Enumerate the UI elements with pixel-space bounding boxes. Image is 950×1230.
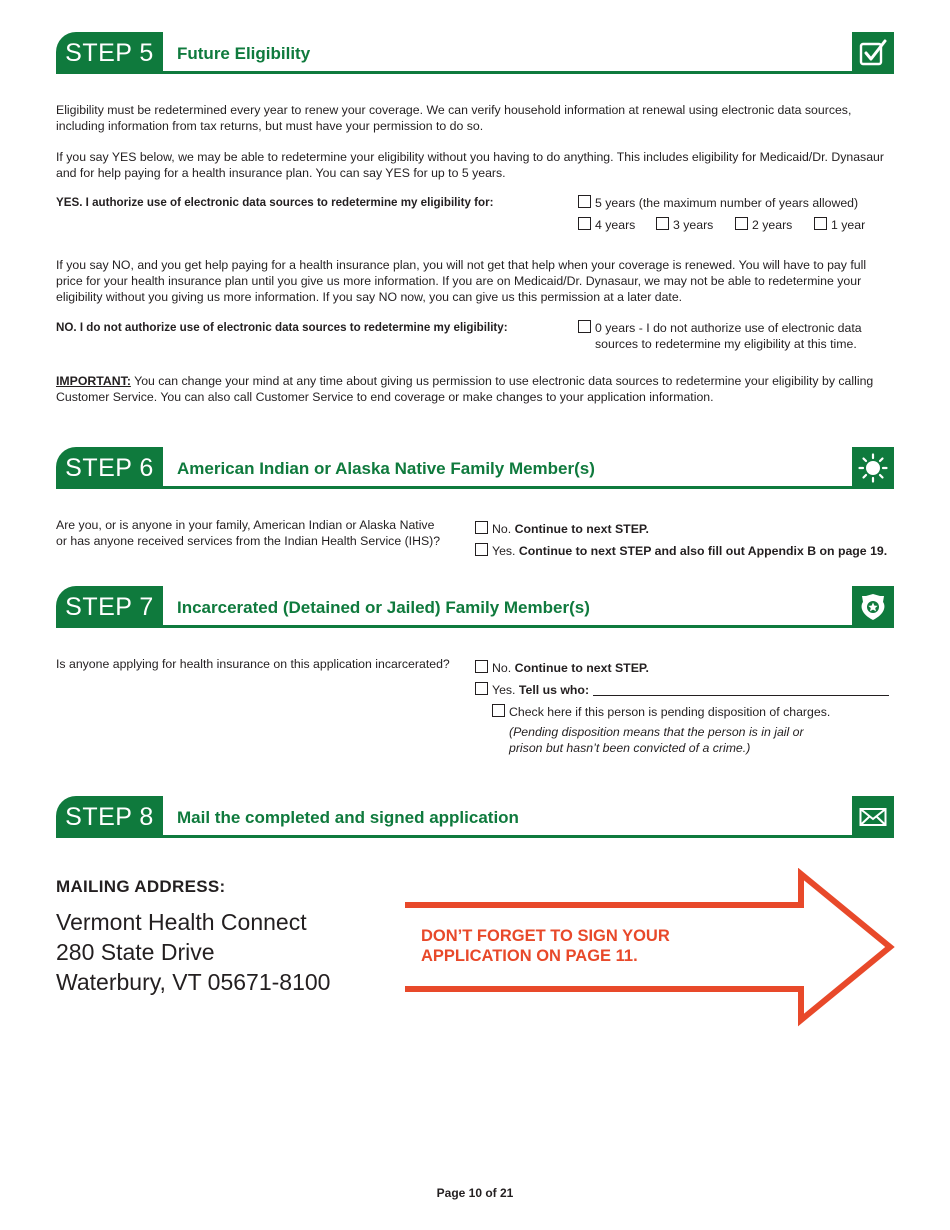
step5-paragraph-2: If you say YES below, we may be able to redetermine your eligibility without you having to do anything. This includes eligibility for Medicaid/Dr. Dynasaur and for help paying for a health insurance plan. You can say YES for up to 5 years. [56,150,884,180]
step6-tab: STEP 6 [56,447,163,489]
step8-title: Mail the completed and signed application [177,808,519,827]
pending-disposition-note: (Pending disposition means that the person is in jail or prison but hasn’t been convicted of a crime.) [509,725,804,755]
checkbox[interactable] [814,217,827,230]
step8-header [56,796,894,838]
step6-header [56,447,894,489]
option-0-years-line2: sources to redetermine my eligibility at this time. [595,337,857,351]
checkbox[interactable] [475,660,488,673]
mailing-address-heading: MAILING ADDRESS: [56,877,226,896]
step5-paragraph-1: Eligibility must be redetermined every year to renew your coverage. We can verify household information at renewal using electronic data sources, including information from tax returns, but must have your permission to do so. [56,103,852,133]
page-number: Page 10 of 21 [436,1186,514,1200]
sign-reminder: DON’T FORGET TO SIGN YOUR APPLICATION ON PAGE 11. [421,927,670,965]
step6-title: American Indian or Alaska Native Family Member(s) [177,459,595,478]
option-2-years[interactable]: 2 years [735,217,792,233]
step7-tab: STEP 7 [56,586,163,628]
pending-disposition-option[interactable]: Check here if this person is pending disposition of charges. [492,704,830,720]
option-5-years[interactable]: 5 years (the maximum number of years allowed) [578,195,858,211]
address-line-3: Waterbury, VT 05671-8100 [56,969,331,995]
step5-header [56,32,894,74]
checkbox[interactable] [578,320,591,333]
address-line-2: 280 State Drive [56,939,215,965]
step6-yes-option[interactable]: Yes. Continue to next STEP and also fill out Appendix B on page 19. [475,543,887,559]
envelope-icon [852,796,894,838]
step7-title: Incarcerated (Detained or Jailed) Family Member(s) [177,598,590,617]
option-1-year[interactable]: 1 year [814,217,865,233]
step6-question: Are you, or is anyone in your family, American Indian or Alaska Native or has anyone received services from the Indian Health Service (IHS)? [56,518,441,548]
option-4-years[interactable]: 4 years [578,217,635,233]
checkbox[interactable] [735,217,748,230]
step6-rule [163,486,894,489]
step7-header [56,586,894,628]
important-note [56,373,894,405]
checkbox[interactable] [475,521,488,534]
no-authorize-label: NO. I do not authorize use of electronic data sources to redetermine my eligibility: [56,321,508,334]
checkbox[interactable] [578,195,591,208]
step8-rule [163,835,894,838]
step5-paragraph-3: If you say NO, and you get help paying for a health insurance plan, you will not get that help when your coverage is renewed. You will have to pay full price for your health insurance plan until you give us more information. If you are on Medicaid/Dr. Dynasaur, we may not be able to redetermine your eligibility without you giving us more information. If you say NO now, you can give us this permission at a later date. [56,258,867,304]
important-label: IMPORTANT: [56,374,131,388]
option-3-years[interactable]: 3 years [656,217,713,233]
option-0-years[interactable]: 0 years - I do not authorize use of electronic data [578,320,862,336]
badge-icon [852,586,894,628]
step6-no-option[interactable]: No. Continue to next STEP. [475,521,649,537]
step7-rule [163,625,894,628]
checkbox[interactable] [656,217,669,230]
step7-question: Is anyone applying for health insurance on this application incarcerated? [56,657,450,671]
step5-rule [163,71,894,74]
sun-icon [852,447,894,489]
step7-yes-option[interactable]: Yes. Tell us who: [475,682,889,698]
tell-us-who-input[interactable] [593,683,889,696]
checkbox[interactable] [578,217,591,230]
checkbox[interactable] [475,543,488,556]
checkbox[interactable] [492,704,505,717]
checkbox[interactable] [475,682,488,695]
step8-tab: STEP 8 [56,796,163,838]
checkbox-check-icon [852,32,894,74]
step5-title: Future Eligibility [177,44,311,63]
important-text: You can change your mind at any time about giving us permission to use electronic data sources to redetermine your eligibility by calling Customer Service. You can also call Customer Service to end coverage or make changes to your application information. [56,374,874,404]
yes-authorize-label: YES. I authorize use of electronic data sources to redetermine my eligibility for: [56,196,494,209]
step7-no-option[interactable]: No. Continue to next STEP. [475,660,649,676]
step5-tab: STEP 5 [56,32,163,74]
address-line-1: Vermont Health Connect [56,909,307,935]
